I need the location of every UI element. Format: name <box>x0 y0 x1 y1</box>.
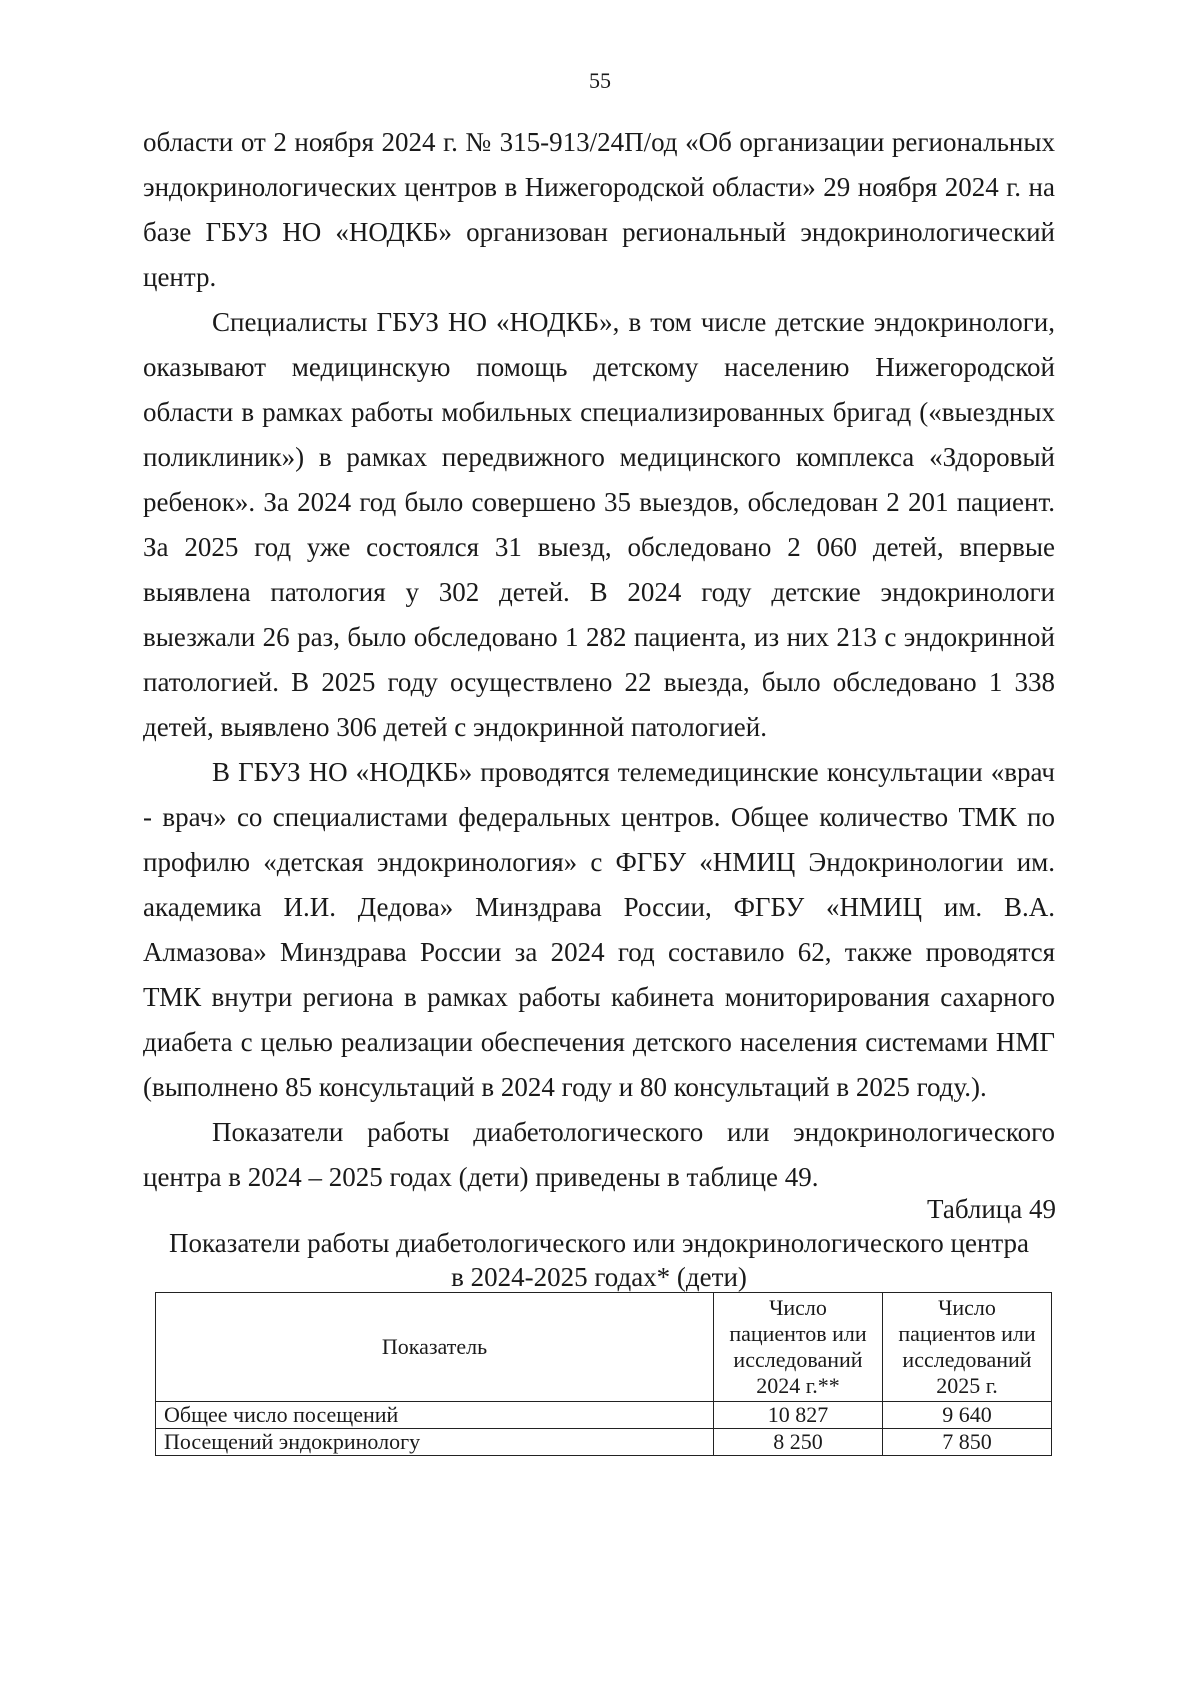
header-2024-line-1: Число <box>769 1295 827 1320</box>
header-2025-line-2: пациентов или <box>898 1321 1036 1346</box>
paragraph-table-reference: Показатели работы диабетологического или эндокринологического центра в 2024 – 2025 годах (дети) приведены в таблице 49. <box>143 1117 1055 1192</box>
table-row <box>156 1402 1052 1429</box>
header-2024-line-3: исследований <box>733 1347 863 1372</box>
header-2024-line-2: пациентов или <box>729 1321 867 1346</box>
page-number: 55 <box>589 68 611 93</box>
row-indicator: Посещений эндокринологу <box>156 1429 714 1456</box>
row-indicator: Общее число посещений <box>156 1402 714 1429</box>
paragraph-continuation: области от 2 ноября 2024 г. № 315-913/24П/од «Об организации региональных эндокринологических центров в Нижегородской области» 29 ноября 2024 г. на базе ГБУЗ НО «НОДКБ» организован региональный эндокринологический центр. <box>143 127 1055 292</box>
table-title <box>143 1226 1055 1294</box>
table-number-label: Таблица 49 <box>927 1194 1056 1224</box>
paragraph-specialists: Специалисты ГБУЗ НО «НОДКБ», в том числе детские эндокринологи, оказывают медицинскую помощь детскому населению Нижегородской области в рамках работы мобильных специализированных бригад («выездных поликлиник») в рамках передвижного медицинского комплекса «Здоровый ребенок». За 2024 год было совершено 35 выездов, обследован 2 201 пациент. За 2025 год уже состоялся 31 выезд, обследовано 2 060 детей, впервые выявлена патология у 302 детей. В 2024 году детские эндокринологи выезжали 26 раз, было обследовано 1 282 пациента, из них 213 с эндокринной патологией. В 2025 году осуществлено 22 выезда, было обследовано 1 338 детей, выявлено 306 детей с эндокринной патологией. <box>143 307 1055 742</box>
header-2025-line-4: 2025 г. <box>936 1373 998 1398</box>
table-title-line-1: Показатели работы диабетологического или эндокринологического центра <box>168 1228 1030 1258</box>
header-2025 <box>883 1293 1052 1402</box>
row-value-2024: 10 827 <box>714 1402 883 1429</box>
paragraph-telemedicine: В ГБУЗ НО «НОДКБ» проводятся телемедицинские консультации «врач - врач» со специалистами федеральных центров. Общее количество ТМК по профилю «детская эндокринология» с ФГБУ «НМИЦ Эндокринологии им. академика И.И. Дедова» Минздрава России, ФГБУ «НМИЦ им. В.А. Алмазова» Минздрава России за 2024 год составило 62, также проводятся ТМК внутри региона в рамках работы кабинета мониторирования сахарного диабета с целью реализации обеспечения детского населения системами НМГ (выполнено 85 консультаций в 2024 году и 80 консультаций в 2025 году.). <box>143 757 1055 1102</box>
header-2024-line-4: 2024 г.** <box>756 1373 840 1398</box>
header-2025-line-1: Число <box>938 1295 996 1320</box>
table-row <box>156 1429 1052 1456</box>
header-2025-line-3: исследований <box>902 1347 1032 1372</box>
table-header-row <box>156 1293 1052 1402</box>
row-value-2025: 7 850 <box>883 1429 1052 1456</box>
row-value-2025: 9 640 <box>883 1402 1052 1429</box>
body-text <box>143 120 1055 1200</box>
header-2024 <box>714 1293 883 1402</box>
header-indicator: Показатель <box>156 1293 714 1402</box>
row-value-2024: 8 250 <box>714 1429 883 1456</box>
table-title-line-2: в 2024-2025 годах* (дети) <box>451 1262 747 1292</box>
indicators-table <box>155 1292 1052 1456</box>
